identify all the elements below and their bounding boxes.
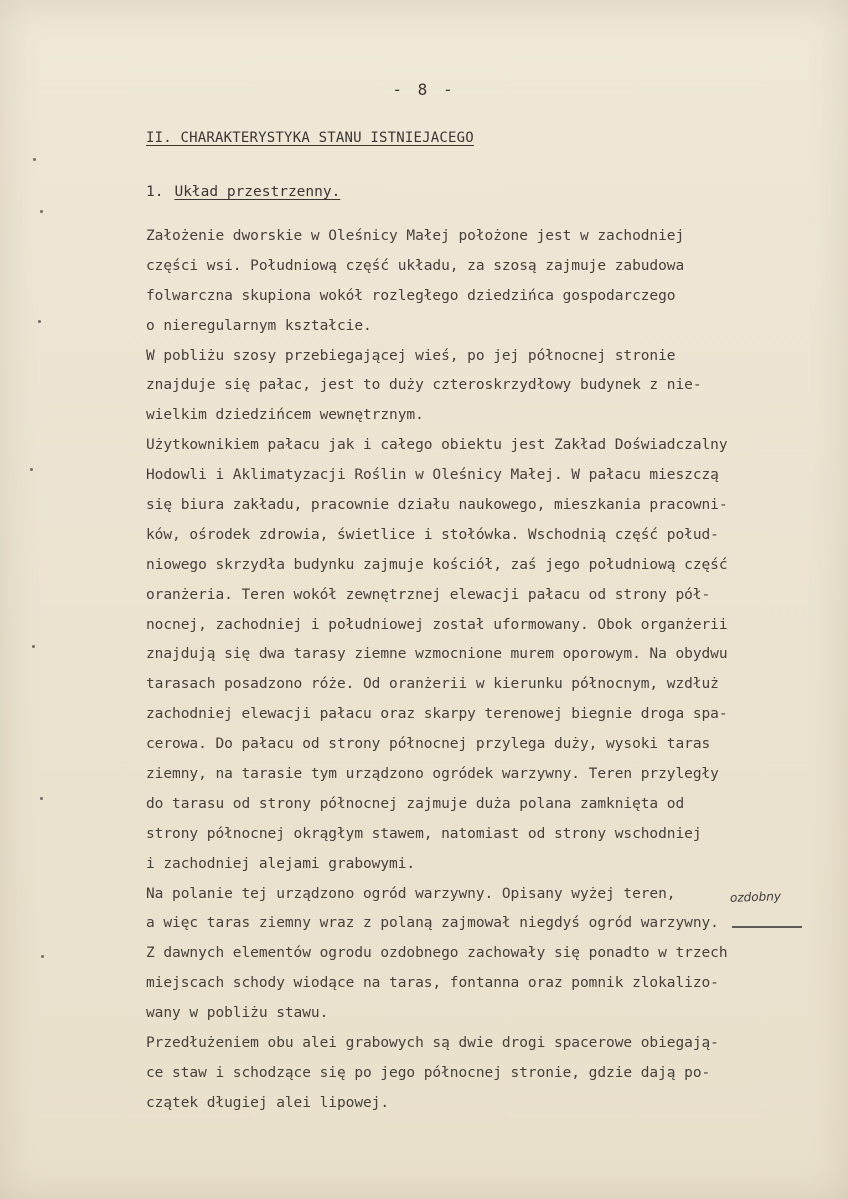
page-number: - 8 - bbox=[392, 80, 456, 99]
text-line: Z dawnych elementów ogrodu ozdobnego zachowały się ponadto w trzech bbox=[146, 945, 728, 962]
text-line: ziemny, na tarasie tym urządzono ogródek warzywny. Teren przyległy bbox=[146, 766, 719, 783]
margin-mark bbox=[32, 645, 35, 648]
subsection-title: Układ przestrzenny. bbox=[174, 184, 341, 200]
text-line: Na polanie tej urządzono ogród warzywny. Opisany wyżej teren, bbox=[146, 885, 676, 902]
text-line: znajdują się dwa tarasy ziemne wzmocnione murem oporowym. Na obydwu bbox=[146, 646, 728, 663]
text-line: do tarasu od strony północnej zajmuje duża polana zamknięta od bbox=[146, 795, 685, 812]
margin-mark bbox=[33, 158, 36, 161]
text-line: miejscach schody wiodące na taras, fontanna oraz pomnik zlokalizo- bbox=[146, 975, 719, 992]
subsection-number: 1. bbox=[146, 184, 164, 200]
text-line: a więc taras ziemny wraz z polaną zajmował niegdyś ogród warzywny. bbox=[146, 915, 719, 932]
text-line: części wsi. Południową część układu, za szosą zajmuje zabudowa bbox=[146, 257, 685, 274]
text-line: czątek długiej alei lipowej. bbox=[146, 1094, 390, 1111]
text-line: Użytkownikiem pałacu jak i całego obiektu jest Zakład Doświadczalny bbox=[146, 437, 728, 454]
margin-mark bbox=[40, 210, 43, 213]
text-line: niowego skrzydła budynku zajmuje kościół, zaś jego południową część bbox=[146, 556, 728, 573]
margin-mark bbox=[41, 955, 44, 958]
text-line: o nieregularnym kształcie. bbox=[146, 317, 372, 334]
text-line: i zachodniej alejami grabowymi. bbox=[146, 855, 416, 872]
strikethrough-mark bbox=[732, 926, 802, 928]
body-text bbox=[146, 222, 846, 1119]
text-line: tarasach posadzono róże. Od oranżerii w kierunku północnym, wzdłuż bbox=[146, 676, 719, 693]
margin-mark bbox=[30, 468, 33, 471]
margin-mark bbox=[40, 797, 43, 800]
text-line: W pobliżu szosy przebiegającej wieś, po jej północnej stronie bbox=[146, 347, 676, 364]
text-line: folwarczna skupiona wokół rozległego dziedzińca gospodarczego bbox=[146, 287, 676, 304]
subsection-heading bbox=[146, 184, 340, 200]
handwritten-correction: ozdobny bbox=[729, 889, 782, 905]
text-line: cerowa. Do pałacu od strony północnej przylega duży, wysoki taras bbox=[146, 736, 711, 753]
text-line: znajduje się pałac, jest to duży czteroskrzydłowy budynek z nie- bbox=[146, 377, 702, 394]
text-line: Hodowli i Aklimatyzacji Roślin w Oleśnicy Małej. W pałacu mieszczą bbox=[146, 467, 719, 484]
text-line: ce staw i schodzące się po jego północnej stronie, gdzie dają po- bbox=[146, 1064, 711, 1081]
text-line: nocnej, zachodniej i południowej został uformowany. Obok organżerii bbox=[146, 616, 728, 633]
margin-mark bbox=[38, 320, 41, 323]
text-line: oranżeria. Teren wokół zewnętrznej elewacji pałacu od strony pół- bbox=[146, 586, 711, 603]
text-line: Założenie dworskie w Oleśnicy Małej położone jest w zachodniej bbox=[146, 228, 685, 244]
section-heading: II. CHARAKTERYSTYKA STANU ISTNIEJACEGO bbox=[146, 130, 474, 146]
text-line: Przedłużeniem obu alei grabowych są dwie drogi spacerowe obiegają- bbox=[146, 1035, 719, 1052]
text-line: wany w pobliżu stawu. bbox=[146, 1005, 329, 1022]
text-line: się biura zakładu, pracownie działu naukowego, mieszkania pracowni- bbox=[146, 497, 728, 514]
text-line: wielkim dziedzińcem wewnętrznym. bbox=[146, 407, 424, 424]
text-line: zachodniej elewacji pałacu oraz skarpy terenowej biegnie droga spa- bbox=[146, 706, 728, 723]
text-line: ków, ośrodek zdrowia, świetlice i stołówka. Wschodnią część połud- bbox=[146, 526, 719, 543]
text-line: strony północnej okrągłym stawem, natomiast od strony wschodniej bbox=[146, 825, 702, 842]
